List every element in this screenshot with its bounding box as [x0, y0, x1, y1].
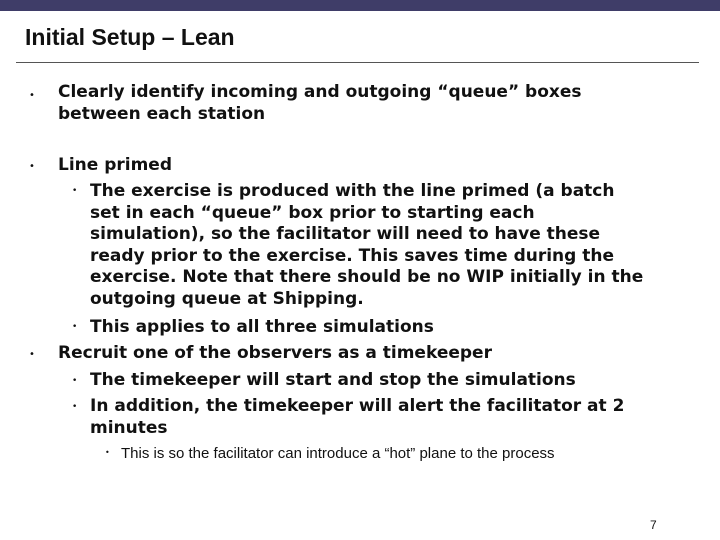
sub-bullet-marker: • — [72, 186, 78, 196]
sub-bullet-text: This applies to all three simulations — [90, 317, 434, 337]
slide-title: Initial Setup – Lean — [25, 24, 235, 50]
sub-bullet-text: In addition, the timekeeper will alert the facilitator at 2 minutes — [90, 396, 625, 438]
page-number: 7 — [650, 518, 657, 532]
sub-bullet-marker: • — [72, 376, 78, 386]
sub-bullet-text: The exercise is produced with the line primed (a batch set in each “queue” box prior to starting each simulation), so the facilitator will need to have these ready prior to the exercise. This saves time during the exercise. Note that there should be no WIP initially in the outgoing queue at Shipping. — [90, 181, 644, 309]
sub-sub-bullet-marker: • — [105, 448, 110, 457]
bullet-text: Clearly identify incoming and outgoing “queue” boxes between each station — [58, 82, 582, 124]
sub-bullet-marker: • — [72, 322, 78, 332]
title-divider — [16, 62, 699, 63]
top-accent-bar — [0, 0, 720, 11]
sub-sub-bullet-text: This is so the facilitator can introduce a “hot” plane to the process — [121, 445, 555, 462]
bullet-marker: • — [29, 349, 35, 360]
bullet-marker: • — [29, 90, 35, 101]
sub-bullet-text: The timekeeper will start and stop the simulations — [90, 370, 576, 390]
bullet-text: Line primed — [58, 155, 173, 175]
bullet-text: Recruit one of the observers as a timekeeper — [58, 343, 492, 363]
bullet-marker: • — [29, 161, 35, 172]
sub-bullet-marker: • — [72, 402, 78, 412]
